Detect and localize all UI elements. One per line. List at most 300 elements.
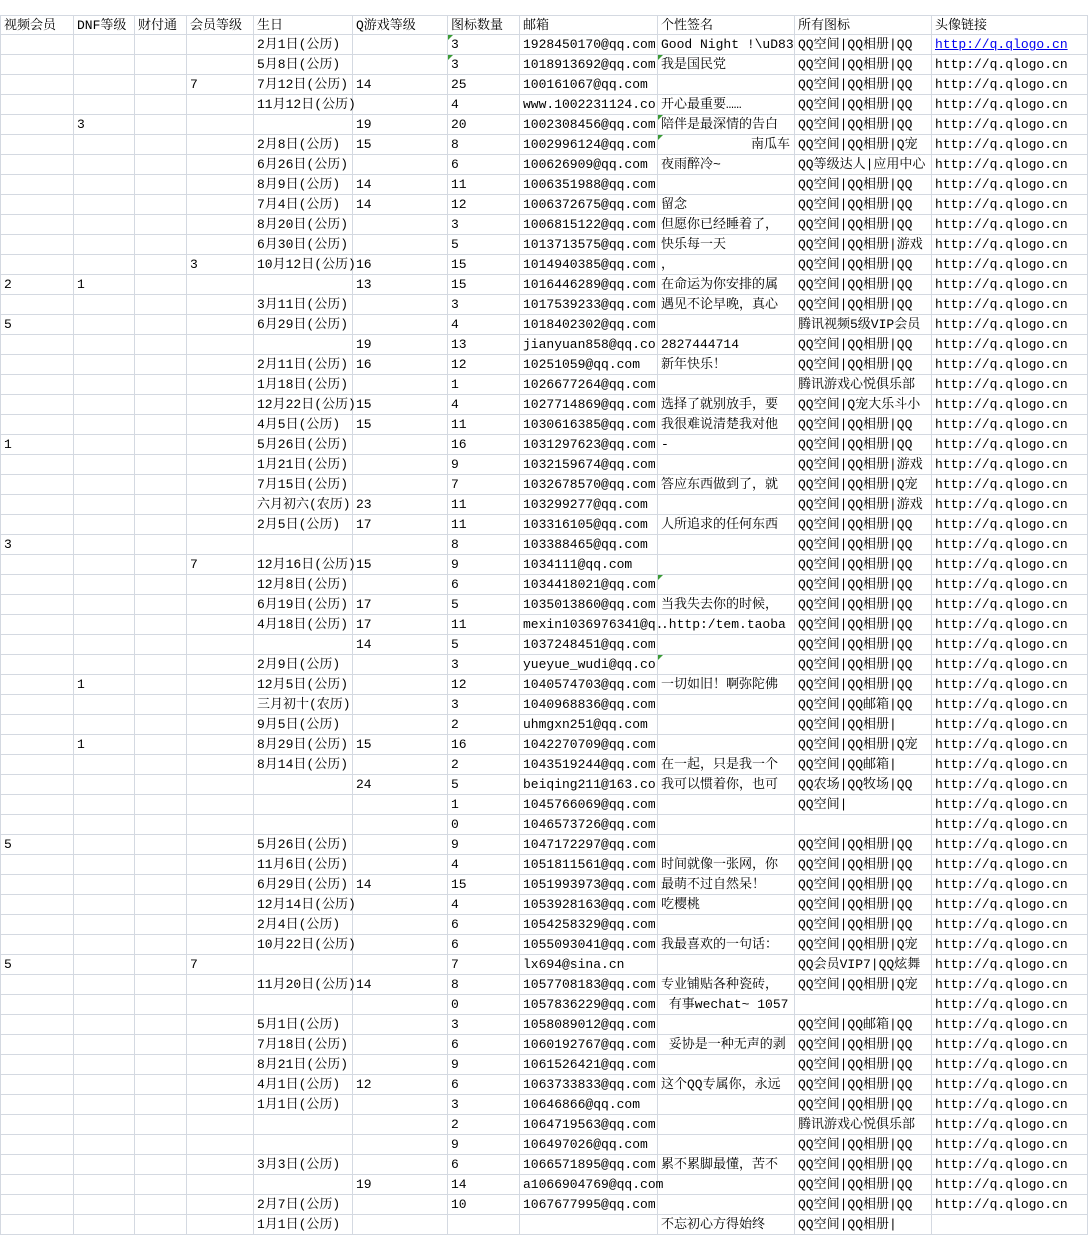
cell-icon_count[interactable]: 6 xyxy=(448,155,520,175)
cell-tenpay[interactable] xyxy=(135,695,187,715)
cell-vip_level[interactable] xyxy=(187,855,254,875)
cell-email[interactable]: 1053928163@qq.com xyxy=(520,895,658,915)
cell-vip_level[interactable] xyxy=(187,495,254,515)
cell-icon_count[interactable]: 4 xyxy=(448,855,520,875)
cell-signature[interactable] xyxy=(658,695,795,715)
cell-birthday[interactable]: 12月22日(公历) xyxy=(254,395,353,415)
cell-video_vip[interactable] xyxy=(0,95,74,115)
cell-q_game_level[interactable] xyxy=(353,935,448,955)
cell-q_game_level[interactable] xyxy=(353,915,448,935)
cell-dnf_level[interactable] xyxy=(74,495,135,515)
cell-all_icons[interactable]: QQ空间|QQ相册|QQ xyxy=(795,275,932,295)
cell-signature[interactable]: 专业铺贴各种瓷砖， xyxy=(658,975,795,995)
cell-video_vip[interactable] xyxy=(0,175,74,195)
cell-avatar_link[interactable]: http://q.qlogo.cn xyxy=(932,1175,1088,1195)
cell-dnf_level[interactable] xyxy=(74,1035,135,1055)
cell-all_icons[interactable]: QQ空间|QQ相册|Q宠 xyxy=(795,735,932,755)
cell-icon_count[interactable]: 6 xyxy=(448,575,520,595)
cell-signature[interactable] xyxy=(658,1055,795,1075)
cell-dnf_level[interactable] xyxy=(74,535,135,555)
header-cell-q_game_level[interactable]: Q游戏等级 xyxy=(353,15,448,35)
cell-dnf_level[interactable] xyxy=(74,895,135,915)
cell-tenpay[interactable] xyxy=(135,235,187,255)
cell-avatar_link[interactable]: http://q.qlogo.cn xyxy=(932,975,1088,995)
header-cell-all_icons[interactable]: 所有图标 xyxy=(795,15,932,35)
cell-q_game_level[interactable] xyxy=(353,1195,448,1215)
cell-email[interactable]: 1018913692@qq.com xyxy=(520,55,658,75)
cell-signature[interactable]: 答应东西做到了，就 xyxy=(658,475,795,495)
cell-email[interactable]: 1026677264@qq.com xyxy=(520,375,658,395)
cell-tenpay[interactable] xyxy=(135,435,187,455)
cell-email[interactable]: 1040968836@qq.com xyxy=(520,695,658,715)
cell-tenpay[interactable] xyxy=(135,255,187,275)
cell-birthday[interactable]: 1月1日(公历) xyxy=(254,1095,353,1115)
cell-email[interactable]: 1034418021@qq.com xyxy=(520,575,658,595)
cell-email[interactable]: beiqing211@163.co xyxy=(520,775,658,795)
cell-signature[interactable]: 2827444714 xyxy=(658,335,795,355)
cell-video_vip[interactable]: 2 xyxy=(0,275,74,295)
cell-birthday[interactable]: 3月11日(公历) xyxy=(254,295,353,315)
cell-all_icons[interactable]: QQ空间|QQ相册|QQ xyxy=(795,1095,932,1115)
cell-birthday[interactable] xyxy=(254,335,353,355)
cell-email[interactable]: 1037248451@qq.com xyxy=(520,635,658,655)
cell-signature[interactable]: 夜雨醉冷~ xyxy=(658,155,795,175)
cell-birthday[interactable]: 8月9日(公历) xyxy=(254,175,353,195)
cell-birthday[interactable]: 11月20日(公历) xyxy=(254,975,353,995)
cell-q_game_level[interactable] xyxy=(353,655,448,675)
cell-dnf_level[interactable] xyxy=(74,375,135,395)
cell-all_icons[interactable]: QQ空间|QQ相册|QQ xyxy=(795,435,932,455)
cell-all_icons[interactable]: QQ空间|QQ相册|QQ xyxy=(795,835,932,855)
cell-all_icons[interactable]: QQ空间|QQ相册|QQ xyxy=(795,915,932,935)
cell-tenpay[interactable] xyxy=(135,395,187,415)
cell-all_icons[interactable]: QQ空间|QQ邮箱|QQ xyxy=(795,695,932,715)
cell-birthday[interactable] xyxy=(254,795,353,815)
cell-signature[interactable]: 累不累脚最懂，苦不 xyxy=(658,1155,795,1175)
cell-avatar_link[interactable]: http://q.qlogo.cn xyxy=(932,575,1088,595)
cell-q_game_level[interactable] xyxy=(353,455,448,475)
cell-q_game_level[interactable]: 24 xyxy=(353,775,448,795)
cell-signature[interactable] xyxy=(658,315,795,335)
cell-birthday[interactable] xyxy=(254,995,353,1015)
cell-all_icons[interactable]: QQ农场|QQ牧场|QQ xyxy=(795,775,932,795)
cell-tenpay[interactable] xyxy=(135,555,187,575)
cell-all_icons[interactable]: QQ空间|QQ相册|QQ xyxy=(795,855,932,875)
cell-icon_count[interactable]: 1 xyxy=(448,375,520,395)
cell-avatar_link[interactable]: http://q.qlogo.cn xyxy=(932,715,1088,735)
cell-signature[interactable]: 留念 xyxy=(658,195,795,215)
cell-q_game_level[interactable] xyxy=(353,815,448,835)
cell-email[interactable]: 103316105@qq.com xyxy=(520,515,658,535)
cell-email[interactable]: 1018402302@qq.com xyxy=(520,315,658,335)
cell-video_vip[interactable] xyxy=(0,995,74,1015)
cell-email[interactable]: 1016446289@qq.com xyxy=(520,275,658,295)
cell-email[interactable]: 1006351988@qq.com xyxy=(520,175,658,195)
cell-avatar_link[interactable]: http://q.qlogo.cn xyxy=(932,615,1088,635)
cell-birthday[interactable]: 1月18日(公历) xyxy=(254,375,353,395)
cell-all_icons[interactable]: QQ空间|QQ相册|Q宠 xyxy=(795,475,932,495)
cell-video_vip[interactable] xyxy=(0,335,74,355)
cell-dnf_level[interactable] xyxy=(74,75,135,95)
cell-avatar_link[interactable]: http://q.qlogo.cn xyxy=(932,755,1088,775)
cell-q_game_level[interactable]: 15 xyxy=(353,555,448,575)
cell-email[interactable]: 1060192767@qq.com xyxy=(520,1035,658,1055)
cell-email[interactable]: uhmgxn251@qq.com xyxy=(520,715,658,735)
cell-q_game_level[interactable]: 14 xyxy=(353,175,448,195)
cell-video_vip[interactable] xyxy=(0,715,74,735)
cell-vip_level[interactable] xyxy=(187,475,254,495)
cell-avatar_link[interactable]: http://q.qlogo.cn xyxy=(932,115,1088,135)
header-cell-birthday[interactable]: 生日 xyxy=(254,15,353,35)
cell-avatar_link[interactable]: http://q.qlogo.cn xyxy=(932,415,1088,435)
cell-q_game_level[interactable]: 17 xyxy=(353,595,448,615)
cell-icon_count[interactable]: 4 xyxy=(448,95,520,115)
cell-avatar_link[interactable]: http://q.qlogo.cn xyxy=(932,455,1088,475)
header-cell-email[interactable]: 邮箱 xyxy=(520,15,658,35)
cell-avatar_link[interactable]: http://q.qlogo.cn xyxy=(932,1015,1088,1035)
cell-signature[interactable] xyxy=(658,1115,795,1135)
cell-all_icons[interactable]: QQ空间|QQ相册|QQ xyxy=(795,655,932,675)
cell-all_icons[interactable]: QQ空间|QQ相册|QQ xyxy=(795,1075,932,1095)
cell-avatar_link[interactable]: http://q.qlogo.cn xyxy=(932,155,1088,175)
cell-all_icons[interactable]: QQ空间|QQ相册|QQ xyxy=(795,1175,932,1195)
cell-avatar_link[interactable]: http://q.qlogo.cn xyxy=(932,135,1088,155)
cell-all_icons[interactable]: QQ空间|QQ相册|QQ xyxy=(795,1155,932,1175)
cell-icon_count[interactable]: 6 xyxy=(448,1075,520,1095)
cell-video_vip[interactable] xyxy=(0,355,74,375)
header-cell-signature[interactable]: 个性签名 xyxy=(658,15,795,35)
cell-birthday[interactable]: 2月4日(公历) xyxy=(254,915,353,935)
cell-icon_count[interactable]: 9 xyxy=(448,1135,520,1155)
cell-tenpay[interactable] xyxy=(135,835,187,855)
cell-dnf_level[interactable] xyxy=(74,1115,135,1135)
cell-dnf_level[interactable] xyxy=(74,335,135,355)
cell-birthday[interactable]: 6月26日(公历) xyxy=(254,155,353,175)
cell-signature[interactable]: 最萌不过自然呆！ xyxy=(658,875,795,895)
cell-tenpay[interactable] xyxy=(135,615,187,635)
cell-vip_level[interactable]: 7 xyxy=(187,555,254,575)
cell-vip_level[interactable] xyxy=(187,1015,254,1035)
cell-dnf_level[interactable] xyxy=(74,155,135,175)
cell-tenpay[interactable] xyxy=(135,955,187,975)
cell-avatar_link[interactable]: http://q.qlogo.cn xyxy=(932,195,1088,215)
cell-dnf_level[interactable] xyxy=(74,695,135,715)
cell-signature[interactable]: 我最喜欢的一句话： xyxy=(658,935,795,955)
cell-tenpay[interactable] xyxy=(135,875,187,895)
cell-icon_count[interactable]: 13 xyxy=(448,335,520,355)
cell-video_vip[interactable] xyxy=(0,415,74,435)
cell-all_icons[interactable]: QQ空间|QQ相册|Q宠 xyxy=(795,935,932,955)
cell-tenpay[interactable] xyxy=(135,1195,187,1215)
cell-avatar_link[interactable]: http://q.qlogo.cn xyxy=(932,995,1088,1015)
cell-signature[interactable]: 在命运为你安排的属 xyxy=(658,275,795,295)
cell-email[interactable]: 1057708183@qq.com xyxy=(520,975,658,995)
cell-avatar_link[interactable]: http://q.qlogo.cn xyxy=(932,395,1088,415)
cell-icon_count[interactable]: 11 xyxy=(448,495,520,515)
cell-tenpay[interactable] xyxy=(135,1035,187,1055)
cell-vip_level[interactable] xyxy=(187,275,254,295)
cell-dnf_level[interactable] xyxy=(74,35,135,55)
cell-email[interactable]: 1017539233@qq.com xyxy=(520,295,658,315)
cell-email[interactable]: 1055093041@qq.com xyxy=(520,935,658,955)
cell-all_icons[interactable] xyxy=(795,815,932,835)
cell-video_vip[interactable] xyxy=(0,1215,74,1235)
cell-q_game_level[interactable] xyxy=(353,1055,448,1075)
cell-tenpay[interactable] xyxy=(135,855,187,875)
cell-email[interactable]: 1064719563@qq.com xyxy=(520,1115,658,1135)
cell-q_game_level[interactable]: 14 xyxy=(353,975,448,995)
cell-email[interactable]: 1027714869@qq.com xyxy=(520,395,658,415)
cell-icon_count[interactable]: 3 xyxy=(448,35,520,55)
cell-q_game_level[interactable]: 17 xyxy=(353,515,448,535)
cell-avatar_link[interactable]: http://q.qlogo.cn xyxy=(932,795,1088,815)
cell-birthday[interactable]: 6月29日(公历) xyxy=(254,315,353,335)
cell-video_vip[interactable] xyxy=(0,35,74,55)
cell-tenpay[interactable] xyxy=(135,655,187,675)
cell-video_vip[interactable] xyxy=(0,795,74,815)
cell-video_vip[interactable] xyxy=(0,755,74,775)
cell-icon_count[interactable]: 8 xyxy=(448,135,520,155)
cell-email[interactable]: lx694@sina.cn xyxy=(520,955,658,975)
cell-avatar_link[interactable]: http://q.qlogo.cn xyxy=(932,555,1088,575)
cell-vip_level[interactable] xyxy=(187,135,254,155)
cell-vip_level[interactable] xyxy=(187,655,254,675)
cell-q_game_level[interactable] xyxy=(353,715,448,735)
cell-vip_level[interactable] xyxy=(187,195,254,215)
cell-q_game_level[interactable]: 14 xyxy=(353,75,448,95)
cell-birthday[interactable]: 2月7日(公历) xyxy=(254,1195,353,1215)
cell-vip_level[interactable] xyxy=(187,615,254,635)
cell-vip_level[interactable] xyxy=(187,595,254,615)
cell-q_game_level[interactable] xyxy=(353,1135,448,1155)
cell-signature[interactable]: 时间就像一张网，你 xyxy=(658,855,795,875)
cell-birthday[interactable]: 11月6日(公历) xyxy=(254,855,353,875)
cell-dnf_level[interactable] xyxy=(74,635,135,655)
cell-tenpay[interactable] xyxy=(135,935,187,955)
cell-icon_count[interactable]: 4 xyxy=(448,395,520,415)
cell-email[interactable]: 1057836229@qq.com xyxy=(520,995,658,1015)
cell-email[interactable]: 10251059@qq.com xyxy=(520,355,658,375)
cell-all_icons[interactable]: 腾讯游戏心悦俱乐部 xyxy=(795,375,932,395)
cell-dnf_level[interactable] xyxy=(74,135,135,155)
cell-video_vip[interactable] xyxy=(0,975,74,995)
cell-email[interactable]: jianyuan858@qq.co xyxy=(520,335,658,355)
cell-email[interactable]: 100626909@qq.com xyxy=(520,155,658,175)
cell-vip_level[interactable] xyxy=(187,395,254,415)
cell-icon_count[interactable]: 2 xyxy=(448,1115,520,1135)
cell-birthday[interactable]: 9月5日(公历) xyxy=(254,715,353,735)
cell-vip_level[interactable] xyxy=(187,335,254,355)
cell-video_vip[interactable] xyxy=(0,1035,74,1055)
cell-all_icons[interactable]: QQ空间|QQ相册|QQ xyxy=(795,895,932,915)
cell-tenpay[interactable] xyxy=(135,1055,187,1075)
cell-tenpay[interactable] xyxy=(135,315,187,335)
cell-all_icons[interactable]: QQ空间|QQ相册|QQ xyxy=(795,615,932,635)
cell-q_game_level[interactable] xyxy=(353,755,448,775)
cell-email[interactable]: 1045766069@qq.com xyxy=(520,795,658,815)
cell-icon_count[interactable]: 2 xyxy=(448,715,520,735)
cell-dnf_level[interactable]: 3 xyxy=(74,115,135,135)
cell-vip_level[interactable] xyxy=(187,995,254,1015)
cell-tenpay[interactable] xyxy=(135,175,187,195)
cell-dnf_level[interactable] xyxy=(74,55,135,75)
cell-vip_level[interactable] xyxy=(187,575,254,595)
cell-signature[interactable]: 不忘初心方得始终 xyxy=(658,1215,795,1235)
cell-vip_level[interactable] xyxy=(187,795,254,815)
cell-vip_level[interactable] xyxy=(187,515,254,535)
cell-email[interactable]: 1002308456@qq.com xyxy=(520,115,658,135)
cell-icon_count[interactable]: 11 xyxy=(448,415,520,435)
cell-video_vip[interactable] xyxy=(0,775,74,795)
cell-icon_count[interactable]: 12 xyxy=(448,355,520,375)
cell-q_game_level[interactable] xyxy=(353,375,448,395)
cell-birthday[interactable]: 7月4日(公历) xyxy=(254,195,353,215)
cell-birthday[interactable]: 3月3日(公历) xyxy=(254,1155,353,1175)
cell-all_icons[interactable]: QQ空间|QQ相册|QQ xyxy=(795,515,932,535)
cell-avatar_link[interactable]: http://q.qlogo.cn xyxy=(932,95,1088,115)
cell-birthday[interactable]: 5月8日(公历) xyxy=(254,55,353,75)
cell-all_icons[interactable]: QQ空间|QQ相册|游戏 xyxy=(795,495,932,515)
cell-tenpay[interactable] xyxy=(135,535,187,555)
cell-dnf_level[interactable] xyxy=(74,835,135,855)
cell-q_game_level[interactable] xyxy=(353,435,448,455)
cell-all_icons[interactable]: QQ空间|QQ相册|QQ xyxy=(795,1195,932,1215)
cell-video_vip[interactable] xyxy=(0,635,74,655)
cell-icon_count[interactable]: 3 xyxy=(448,55,520,75)
cell-dnf_level[interactable] xyxy=(74,1215,135,1235)
cell-q_game_level[interactable]: 15 xyxy=(353,415,448,435)
cell-signature[interactable] xyxy=(658,635,795,655)
cell-signature[interactable]: 陪伴是最深情的告白 xyxy=(658,115,795,135)
cell-tenpay[interactable] xyxy=(135,755,187,775)
cell-vip_level[interactable]: 7 xyxy=(187,955,254,975)
cell-video_vip[interactable] xyxy=(0,575,74,595)
cell-birthday[interactable]: 5月26日(公历) xyxy=(254,435,353,455)
cell-email[interactable]: 103299277@qq.com xyxy=(520,495,658,515)
cell-icon_count[interactable]: 8 xyxy=(448,975,520,995)
cell-dnf_level[interactable] xyxy=(74,415,135,435)
cell-vip_level[interactable] xyxy=(187,875,254,895)
cell-icon_count[interactable]: 5 xyxy=(448,595,520,615)
cell-birthday[interactable]: 12月16日(公历) xyxy=(254,555,353,575)
cell-icon_count[interactable]: 1 xyxy=(448,795,520,815)
cell-video_vip[interactable] xyxy=(0,1135,74,1155)
cell-avatar_link[interactable]: http://q.qlogo.cn xyxy=(932,735,1088,755)
cell-tenpay[interactable] xyxy=(135,195,187,215)
cell-all_icons[interactable]: QQ空间|QQ相册|QQ xyxy=(795,675,932,695)
cell-icon_count[interactable]: 5 xyxy=(448,235,520,255)
cell-q_game_level[interactable] xyxy=(353,695,448,715)
cell-dnf_level[interactable] xyxy=(74,315,135,335)
cell-video_vip[interactable] xyxy=(0,595,74,615)
cell-signature[interactable]: 在一起，只是我一个 xyxy=(658,755,795,775)
cell-all_icons[interactable]: QQ空间|QQ相册|游戏 xyxy=(795,235,932,255)
cell-dnf_level[interactable] xyxy=(74,575,135,595)
cell-avatar_link[interactable]: http://q.qlogo.cn xyxy=(932,675,1088,695)
cell-dnf_level[interactable] xyxy=(74,1155,135,1175)
cell-avatar_link[interactable]: http://q.qlogo.cn xyxy=(932,955,1088,975)
cell-q_game_level[interactable] xyxy=(353,535,448,555)
cell-q_game_level[interactable] xyxy=(353,835,448,855)
cell-vip_level[interactable] xyxy=(187,755,254,775)
cell-icon_count[interactable]: 7 xyxy=(448,955,520,975)
cell-vip_level[interactable] xyxy=(187,935,254,955)
cell-signature[interactable]: 遇见不论早晚，真心 xyxy=(658,295,795,315)
cell-all_icons[interactable]: QQ会员VIP7|QQ炫舞 xyxy=(795,955,932,975)
cell-vip_level[interactable] xyxy=(187,215,254,235)
cell-video_vip[interactable] xyxy=(0,695,74,715)
cell-icon_count[interactable]: 11 xyxy=(448,515,520,535)
cell-signature[interactable]: .http:/tem.taoba xyxy=(658,615,795,635)
cell-video_vip[interactable]: 3 xyxy=(0,535,74,555)
cell-icon_count[interactable]: 10 xyxy=(448,1195,520,1215)
cell-all_icons[interactable]: QQ空间|QQ相册|QQ xyxy=(795,1055,932,1075)
cell-dnf_level[interactable]: 1 xyxy=(74,675,135,695)
cell-avatar_link[interactable]: http://q.qlogo.cn xyxy=(932,295,1088,315)
cell-tenpay[interactable] xyxy=(135,35,187,55)
cell-signature[interactable] xyxy=(658,535,795,555)
cell-tenpay[interactable] xyxy=(135,275,187,295)
cell-birthday[interactable]: 1月1日(公历) xyxy=(254,1215,353,1235)
cell-signature[interactable]: Good Night !\uD83 xyxy=(658,35,795,55)
cell-video_vip[interactable] xyxy=(0,1115,74,1135)
cell-video_vip[interactable] xyxy=(0,255,74,275)
cell-icon_count[interactable]: 16 xyxy=(448,435,520,455)
cell-dnf_level[interactable] xyxy=(74,1095,135,1115)
cell-vip_level[interactable] xyxy=(187,455,254,475)
cell-icon_count[interactable]: 11 xyxy=(448,615,520,635)
cell-birthday[interactable]: 11月12日(公历) xyxy=(254,95,353,115)
cell-birthday[interactable] xyxy=(254,955,353,975)
cell-signature[interactable]: 这个QQ专属你，永远 xyxy=(658,1075,795,1095)
cell-tenpay[interactable] xyxy=(135,1095,187,1115)
cell-video_vip[interactable] xyxy=(0,935,74,955)
cell-email[interactable]: a1066904769@qq.com xyxy=(520,1175,658,1195)
cell-vip_level[interactable] xyxy=(187,1155,254,1175)
cell-all_icons[interactable]: QQ空间|QQ相册|QQ xyxy=(795,95,932,115)
cell-email[interactable]: www.1002231124.co xyxy=(520,95,658,115)
cell-vip_level[interactable] xyxy=(187,835,254,855)
cell-avatar_link[interactable]: http://q.qlogo.cn xyxy=(932,1155,1088,1175)
cell-vip_level[interactable] xyxy=(187,415,254,435)
cell-avatar_link[interactable]: http://q.qlogo.cn xyxy=(932,1095,1088,1115)
cell-icon_count[interactable]: 6 xyxy=(448,915,520,935)
cell-icon_count[interactable]: 3 xyxy=(448,1015,520,1035)
cell-avatar_link[interactable]: http://q.qlogo.cn xyxy=(932,815,1088,835)
cell-video_vip[interactable] xyxy=(0,555,74,575)
cell-dnf_level[interactable] xyxy=(74,235,135,255)
cell-vip_level[interactable] xyxy=(187,1135,254,1155)
cell-video_vip[interactable] xyxy=(0,295,74,315)
cell-video_vip[interactable] xyxy=(0,675,74,695)
cell-dnf_level[interactable] xyxy=(74,1075,135,1095)
cell-q_game_level[interactable]: 12 xyxy=(353,1075,448,1095)
cell-q_game_level[interactable]: 15 xyxy=(353,735,448,755)
cell-tenpay[interactable] xyxy=(135,375,187,395)
cell-icon_count[interactable]: 0 xyxy=(448,815,520,835)
cell-avatar_link[interactable]: http://q.qlogo.cn xyxy=(932,175,1088,195)
cell-vip_level[interactable] xyxy=(187,315,254,335)
cell-dnf_level[interactable] xyxy=(74,355,135,375)
cell-icon_count[interactable]: 9 xyxy=(448,555,520,575)
cell-email[interactable]: mexin1036976341@q. xyxy=(520,615,658,635)
cell-signature[interactable]: 南瓜车 xyxy=(658,135,795,155)
cell-all_icons[interactable]: QQ空间|QQ相册|游戏 xyxy=(795,455,932,475)
cell-all_icons[interactable]: QQ空间|QQ相册|QQ xyxy=(795,335,932,355)
cell-dnf_level[interactable] xyxy=(74,875,135,895)
cell-avatar_link[interactable]: http://q.qlogo.cn xyxy=(932,595,1088,615)
cell-email[interactable]: 1040574703@qq.com xyxy=(520,675,658,695)
